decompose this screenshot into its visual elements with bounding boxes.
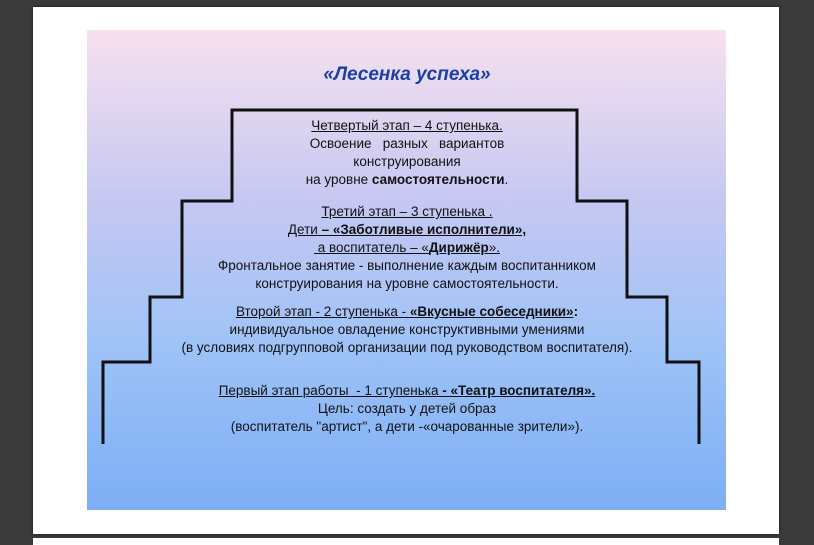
step-3-line-1	[0, 221, 814, 239]
step-3-line-2	[0, 239, 814, 257]
step-2-heading-bold: «Вкусные собеседники»	[409, 304, 574, 319]
step-1-heading-text: Первый этап работы - 1 ступенька	[218, 383, 443, 398]
step-2-line-1: индивидуальное овладение конструктивными умениями	[229, 322, 585, 337]
step-3-line-1-bold: – «Заботливые исполнители»,	[317, 222, 527, 237]
step-4-line-1: Освоение разных вариантов	[309, 136, 505, 151]
step-3-block	[0, 203, 814, 293]
diagram-title: «Лесенка успеха»	[323, 64, 491, 85]
step-4-line-3-text: на уровне	[305, 172, 372, 187]
step-4-heading: Четвертый этап – 4 ступенька.	[311, 118, 503, 133]
step-3-heading: Третий этап – 3 ступенька .	[321, 204, 493, 219]
step-4-line-3-end: .	[504, 172, 509, 187]
step-1-heading	[0, 382, 814, 400]
next-page-edge	[33, 538, 779, 545]
step-3-line-4: конструирования на уровне самостоятельности.	[255, 276, 559, 291]
step-4-block	[0, 117, 814, 189]
step-4-line-3	[0, 171, 814, 189]
step-3-line-1-text: Дети	[287, 222, 318, 237]
step-4-line-2: конструирования	[353, 154, 461, 169]
step-2-heading-text: Второй этап - 2 ступенька -	[235, 304, 410, 319]
step-3-line-2-end: ».	[488, 240, 500, 255]
step-1-line-2: (воспитатель "артист", а дети -«очарованные зрители»).	[230, 419, 584, 434]
step-1-block	[0, 382, 814, 436]
step-1-line-1: Цель: создать у детей образ	[317, 401, 497, 416]
step-2-block	[0, 303, 814, 357]
step-2-heading-end: :	[573, 304, 579, 319]
step-3-line-2-bold: Дирижёр	[428, 240, 489, 255]
step-4-line-3-bold: самостоятельности	[371, 172, 505, 187]
step-1-heading-bold: - «Театр воспитателя».	[442, 383, 596, 398]
step-3-line-3: Фронтальное занятие - выполнение каждым воспитанником	[218, 258, 596, 273]
step-2-heading	[0, 303, 814, 321]
step-3-line-2-text: а воспитатель – «	[314, 240, 429, 255]
step-2-line-2: (в условиях подгрупповой организации под руководством воспитателя).	[181, 340, 633, 355]
